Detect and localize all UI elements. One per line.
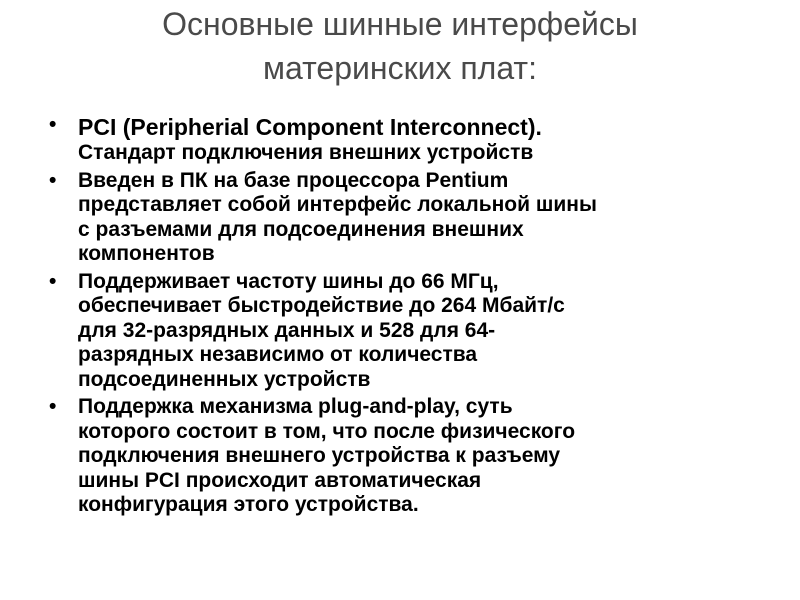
bullet-line: Поддерживает частоту шины до 66 МГц, — [78, 269, 499, 293]
bullet-line: подключения внешнего устройства к разъему — [78, 444, 561, 467]
bullet-line: Поддержка механизма plug-and-play, суть — [78, 395, 513, 418]
bullet-line: обеспечивает быстродействие до 264 Мбайт/с — [78, 294, 565, 317]
bullet-list — [47, 113, 777, 521]
bullet-lead-line: PCI (Peripherial Component Interconnect). — [78, 114, 542, 140]
bullet-item-plug-and-play — [47, 395, 777, 518]
bullet-text — [78, 169, 777, 267]
bullet-line: Введен в ПК на базе процессора Pentium — [78, 168, 509, 192]
slide-title — [90, 2, 710, 90]
bullet-item-frequency — [47, 270, 777, 393]
slide-title-line-2: материнских плат: — [263, 50, 537, 86]
bullet-item-pci — [47, 113, 777, 166]
bullet-line: представляет собой интерфейс локальной шины — [78, 193, 597, 216]
bullet-line: компонентов — [78, 242, 215, 265]
bullet-line: разрядных независимо от количества — [78, 343, 478, 366]
bullet-text — [78, 270, 777, 393]
bullet-line: Стандарт подключения внешних устройств — [78, 141, 534, 164]
bullet-text — [78, 113, 777, 166]
bullet-item-introduced — [47, 169, 777, 267]
bullet-text — [78, 395, 777, 518]
bullet-line: шины PCI происходит автоматическая — [78, 468, 482, 492]
bullet-marker: • — [49, 269, 57, 293]
bullet-marker: • — [49, 168, 57, 192]
slide-title-line-1: Основные шинные интерфейсы — [162, 6, 638, 42]
bullet-marker: • — [49, 395, 57, 418]
bullet-line: подсоединенных устройств — [78, 367, 371, 391]
bullet-line: для 32-разрядных данных и 528 для 64- — [78, 318, 496, 342]
bullet-line: с разъемами для подсоединения внешних — [78, 217, 524, 241]
bullet-line: которого состоит в том, что после физического — [78, 419, 576, 443]
bullet-line: конфигурация этого устройства. — [78, 493, 419, 516]
bullet-marker: • — [49, 113, 57, 136]
